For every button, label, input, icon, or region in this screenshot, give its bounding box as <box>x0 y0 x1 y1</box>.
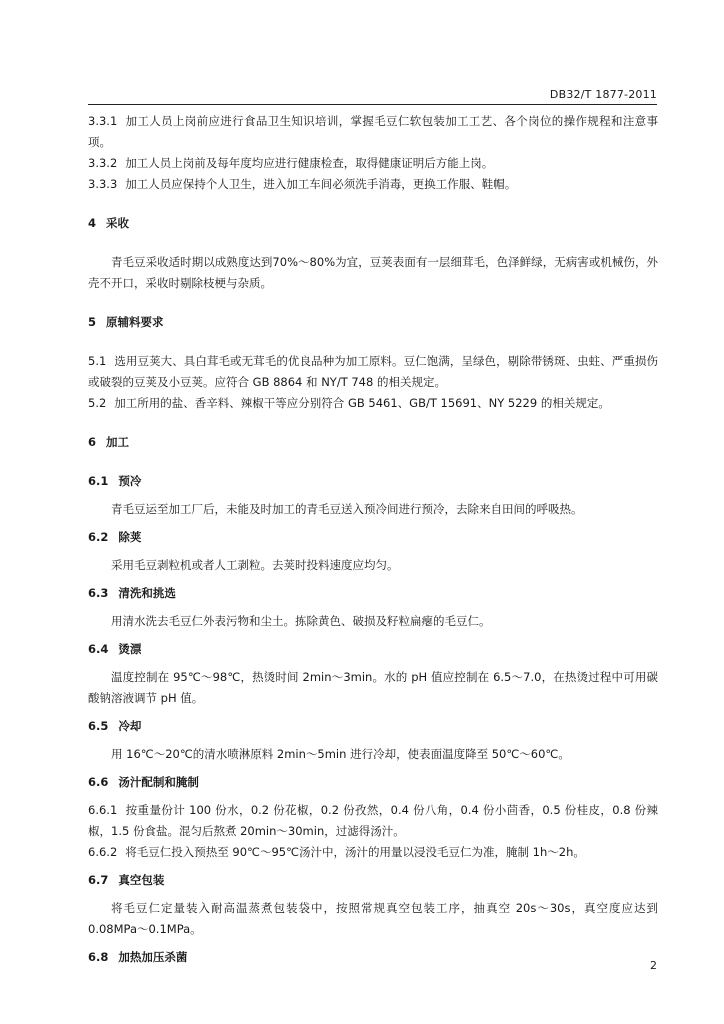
paragraph-6-7: 将毛豆仁定量装入耐高温蒸煮包装袋中，按照常规真空包装工序，抽真空 20s～30s，真空度应达到 0.08MPa～0.1MPa。 <box>88 901 658 936</box>
paragraph-6-4: 温度控制在 95℃～98℃，热烫时间 2min～3min。水的 pH 值应控制在 6.5～7.0，在热烫过程中可用碳酸钠溶液调节 pH 值。 <box>88 670 658 705</box>
clause-number: 6.6.2 <box>88 845 118 859</box>
clause-3-3-3 <box>88 174 658 195</box>
page-number: 2 <box>650 959 657 972</box>
clause-number: 5.1 <box>88 354 107 368</box>
clause-5-1 <box>88 351 658 393</box>
paragraph-4: 青毛豆采收适时期以成熟度达到70%～80%为宜，豆荚表面有一层细茸毛，色泽鲜绿，无病害或机械伤，外壳不开口，采收时剔除枝梗与杂质。 <box>88 255 658 290</box>
clause-number: 3.3.1 <box>88 114 118 128</box>
clause-text: 按重量份计 100 份水，0.2 份花椒，0.2 份孜然，0.4 份八角，0.4 份小茴香，0.5 份桂皮，0.8 份辣椒，1.5 份食盐。混匀后熬煮 20min～30min，过滤得汤汁。 <box>88 803 658 838</box>
heading-title: 采收 <box>106 216 130 230</box>
clause-text: 加工人员应保持个人卫生，进入加工车间必须洗手消毒，更换工作服、鞋帽。 <box>125 177 517 191</box>
clause-3-3-1 <box>88 111 658 153</box>
heading-6 <box>88 432 658 453</box>
clause-text: 加工所用的盐、香辛料、辣椒干等应分别符合 GB 5461、GB/T 15691、NY 5229 的相关规定。 <box>114 396 610 410</box>
paragraph-6-2: 采用毛豆剥粒机或者人工剥粒。去荚时投料速度应均匀。 <box>111 558 399 572</box>
heading-number: 6.7 <box>88 873 109 887</box>
clause-number: 6.6.1 <box>88 803 118 817</box>
heading-title: 汤汁配制和腌制 <box>118 775 199 789</box>
clause-3-3-2 <box>88 153 658 174</box>
clause-number: 5.2 <box>88 396 107 410</box>
heading-title: 冷却 <box>118 719 142 733</box>
heading-title: 加热加压杀菌 <box>118 950 188 964</box>
clause-number: 3.3.3 <box>88 177 118 191</box>
heading-5 <box>88 312 658 333</box>
clause-6-6-2 <box>88 842 658 863</box>
heading-6-6 <box>88 772 658 793</box>
heading-number: 6.1 <box>88 474 109 488</box>
heading-number: 5 <box>88 315 97 329</box>
heading-6-4 <box>88 639 658 660</box>
paragraph-6-1: 青毛豆运至加工厂后，未能及时加工的青毛豆送入预冷间进行预冷，去除来自田间的呼吸热。 <box>111 502 583 516</box>
heading-6-7 <box>88 870 658 891</box>
heading-6-8 <box>88 947 658 968</box>
clause-text: 将毛豆仁投入预热至 90℃～95℃汤汁中，汤汁的用量以浸没毛豆仁为准，腌制 1h～2h。 <box>125 845 585 859</box>
header-rule <box>88 104 657 105</box>
heading-number: 6.6 <box>88 775 109 789</box>
heading-title: 加工 <box>106 435 130 449</box>
heading-6-1 <box>88 471 658 492</box>
heading-number: 6.4 <box>88 642 109 656</box>
paragraph-6-3: 用清水洗去毛豆仁外表污物和尘土。拣除黄色、破损及籽粒扁瘪的毛豆仁。 <box>111 614 491 628</box>
clause-6-6-1 <box>88 800 658 842</box>
heading-number: 6 <box>88 435 97 449</box>
document-body <box>88 111 658 968</box>
heading-number: 6.5 <box>88 719 109 733</box>
heading-title: 烫漂 <box>118 642 142 656</box>
clause-text: 加工人员上岗前及每年度均应进行健康检查，取得健康证明后方能上岗。 <box>125 156 494 170</box>
heading-6-5 <box>88 716 658 737</box>
heading-title: 原辅料要求 <box>106 315 164 329</box>
heading-title: 清洗和挑选 <box>118 586 176 600</box>
clause-number: 3.3.2 <box>88 156 118 170</box>
heading-number: 4 <box>88 216 97 230</box>
heading-number: 6.3 <box>88 586 109 600</box>
heading-number: 6.2 <box>88 530 109 544</box>
heading-title: 真空包装 <box>118 873 165 887</box>
clause-text: 加工人员上岗前应进行食品卫生知识培训，掌握毛豆仁软包装加工工艺、各个岗位的操作规程和注意事项。 <box>88 114 658 149</box>
clause-text: 选用豆荚大、具白茸毛或无茸毛的优良品种为加工原料。豆仁饱满，呈绿色，剔除带锈斑、虫蛀、严重损伤或破裂的豆荚及小豆荚。应符合 GB 8864 和 NY/T 748 的相关规定。 <box>88 354 658 389</box>
heading-6-2 <box>88 527 658 548</box>
clause-5-2 <box>88 393 658 414</box>
heading-title: 除荚 <box>118 530 142 544</box>
paragraph-6-5: 用 16℃～20℃的清水喷淋原料 2min～5min 进行冷却，使表面温度降至 50℃～60℃。 <box>111 747 570 761</box>
heading-number: 6.8 <box>88 950 109 964</box>
document-code: DB32/T 1877-2011 <box>549 88 657 101</box>
heading-title: 预冷 <box>118 474 142 488</box>
heading-6-3 <box>88 583 658 604</box>
heading-4 <box>88 213 658 234</box>
